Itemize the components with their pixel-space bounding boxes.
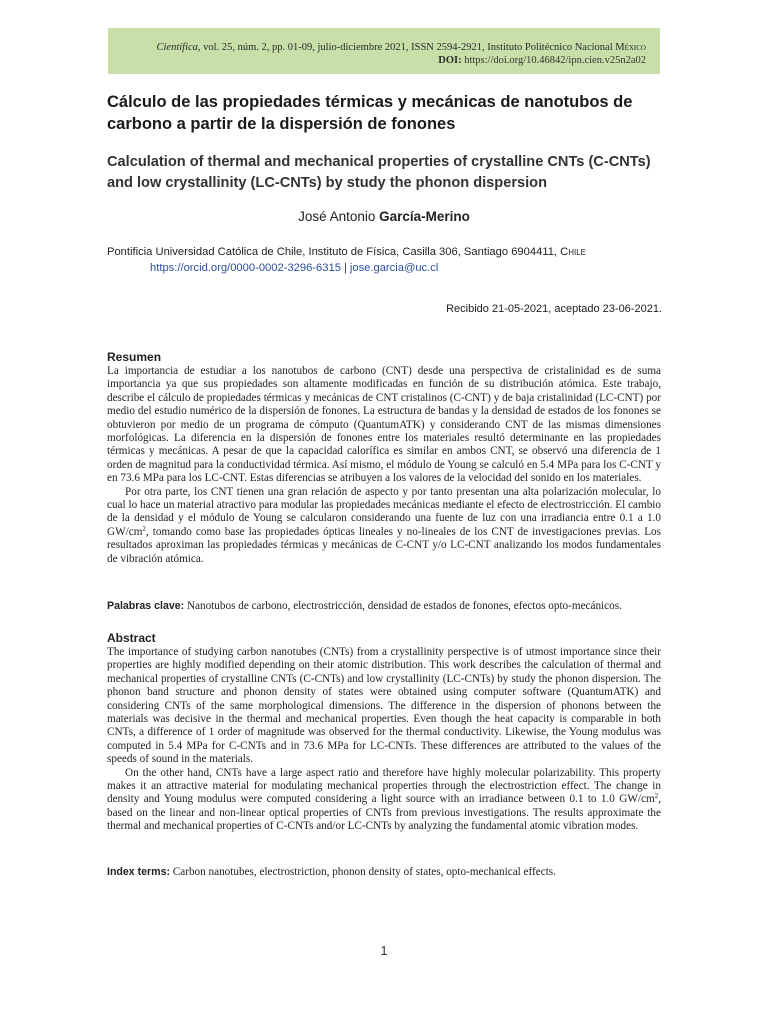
- palabras-clave-text: Nanotubos de carbono, electrostricción, densidad de estados de fonones, efectos opto-mecánicos.: [184, 600, 622, 612]
- author-last-names: García-Merino: [379, 209, 470, 224]
- abstract-heading: Abstract: [107, 631, 156, 645]
- abstract-superscript: 2: [654, 792, 659, 801]
- journal-citation-line: [157, 42, 647, 53]
- resumen-superscript: 2: [142, 524, 146, 533]
- orcid-link[interactable]: https://orcid.org/0000-0002-3296-6315: [150, 262, 341, 274]
- resumen-body: [107, 365, 661, 566]
- title-spanish: Cálculo de las propiedades térmicas y mecánicas de nanotubos de carbono a partir de la dispersión de fonones: [107, 93, 633, 133]
- journal-citation: , vol. 25, núm. 2, pp. 01-09, julio-diciembre 2021, ISSN 2594-2921, Instituto Politécnico Nacional: [197, 42, 616, 53]
- resumen-heading: Resumen: [107, 350, 162, 364]
- contact-line: [150, 261, 650, 276]
- doi-label: DOI:: [438, 55, 462, 66]
- abstract-paragraph-2-end: , based on the linear and non-linear optical properties of CNTs from previous investigations. The results approximate the thermal and mechanical properties of C-CNTs and/or LC-CNTs by analyzing the fundamental atomic vibration modes.: [107, 793, 661, 833]
- page-number: 1: [380, 943, 388, 958]
- resumen-paragraph-2-end: , tomando como base las propiedades ópticas lineales y no-lineales de los CNT de investigaciones previas. Los resultados aproximan las propiedades térmicas y mecánicas de C-CNT y/o LC-CNT analizando los modos fundamentales de vibración atómica.: [107, 525, 661, 565]
- index-terms-label: Index terms:: [107, 866, 170, 878]
- resumen-paragraph-1: La importancia de estudiar a los nanotubos de carbono (CNT) desde una perspectiva de cristalinidad es de suma importancia ya que sus propiedades son altamente modificadas en función de su distribución atómica. Este trabajo, describe el cálculo de propiedades térmicas y mecánicas de CNT cristalinos (C-CNT) y de baja cristalinidad (LC-CNT) por medio del estudio numérico de la dispersión de fonones. La estructura de bandas y la densidad de estados de los fonones se obtuvieron por medio de un programa de cómputo (QuantumATK) y considerando CNT de las mismas dimensiones morfológicas. La diferencia en la dispersión de fonones entre los materiales resultó determinante en las propiedades térmicas y mecánicas. A pesar de que la capacidad calorífica es similar en ambos CNT, se observó una diferencia de 1 orden de magnitud para la conductividad térmica. Así mismo, el módulo de Young se calculó en 5.4 MPa para los C-CNT y en 73.6 MPa para los LC-CNT. Estas diferencias se atribuyen a los valores de la velocidad del sonido en los materiales.: [107, 365, 661, 485]
- abstract-paragraph-1: The importance of studying carbon nanotubes (CNTs) from a crystallinity perspective is of utmost importance since their properties are highly modified depending on their atomic distribution. This work describes the calculation of thermal and mechanical properties of crystalline CNTs (C-CNTs) and low crystallinity (LC-CNTs) by study the phonon dispersion. The phonon band structure and phonon density of states were obtained using computer software (QuantumATK) and considering CNTs of the same morphological dimensions. The difference in the dispersion of phonons between the materials was decisive in the thermal and mechanical properties. Even though the heat capacity is comparable in both CNTs, a difference of 1 order of magnitude was observed for the thermal conductivity. Likewise, the Young modulus was computed in 5.4 MPa for C-CNTs and in 73.6 MPa for LC-CNTs. These differences are attributed to the values of the speeds of sound in the materials.: [107, 646, 661, 766]
- title-english: Calculation of thermal and mechanical properties of crystalline CNTs (C-CNTs) and low crystallinity (LC-CNTs) by study the phonon dispersion: [107, 154, 651, 191]
- resumen-paragraph-2: [107, 486, 661, 566]
- resumen-paragraph-2-start: Por otra parte, los CNT tienen una gran relación de aspecto y por tanto presentan una alta polarización molecular, lo cual lo hace un material atractivo para modular las propiedades mecánicas mediante el efecto de electrostricción. El cambio de la densidad y el módulo de Young se calcularon considerando una fuente de luz con una irradiancia entre 0.1 a 1.0 GW/cm: [107, 485, 661, 538]
- palabras-clave-line: [107, 600, 663, 613]
- doi-line: [108, 54, 646, 67]
- journal-header: [108, 28, 660, 74]
- index-terms-line: [107, 866, 663, 879]
- affiliation-institution: Pontificia Universidad Católica de Chile, Instituto de Física, Casilla 306, Santiago 6904411,: [107, 246, 561, 258]
- affiliation-line: [107, 245, 667, 260]
- received-accepted-dates: Recibido 21-05-2021, aceptado 23-06-2021.: [446, 303, 662, 315]
- doi-link[interactable]: https://doi.org/10.46842/ipn.cien.v25n2a02: [461, 55, 646, 66]
- abstract-body: [107, 646, 661, 834]
- palabras-clave-label: Palabras clave:: [107, 600, 185, 612]
- journal-name: Científica: [156, 42, 198, 53]
- author-line: [0, 209, 768, 224]
- index-terms-text: Carbon nanotubes, electrostriction, phonon density of states, opto-mechanical effects.: [170, 866, 556, 878]
- abstract-paragraph-2-start: On the other hand, CNTs have a large aspect ratio and therefore have highly molecular polarizability. This property makes it an attractive material for modulating mechanical properties through the electrostriction effect. The change in density and Young modulus were computed considering a light source with an irradiance between 0.1 to 1.0 GW/cm: [107, 766, 661, 806]
- contact-separator: |: [343, 262, 347, 274]
- email-link[interactable]: jose.garcia@uc.cl: [349, 262, 439, 274]
- journal-country: México: [615, 42, 646, 53]
- author-first-names: José Antonio: [298, 209, 380, 224]
- affiliation-country: Chile: [560, 246, 587, 258]
- abstract-paragraph-2: [107, 767, 661, 834]
